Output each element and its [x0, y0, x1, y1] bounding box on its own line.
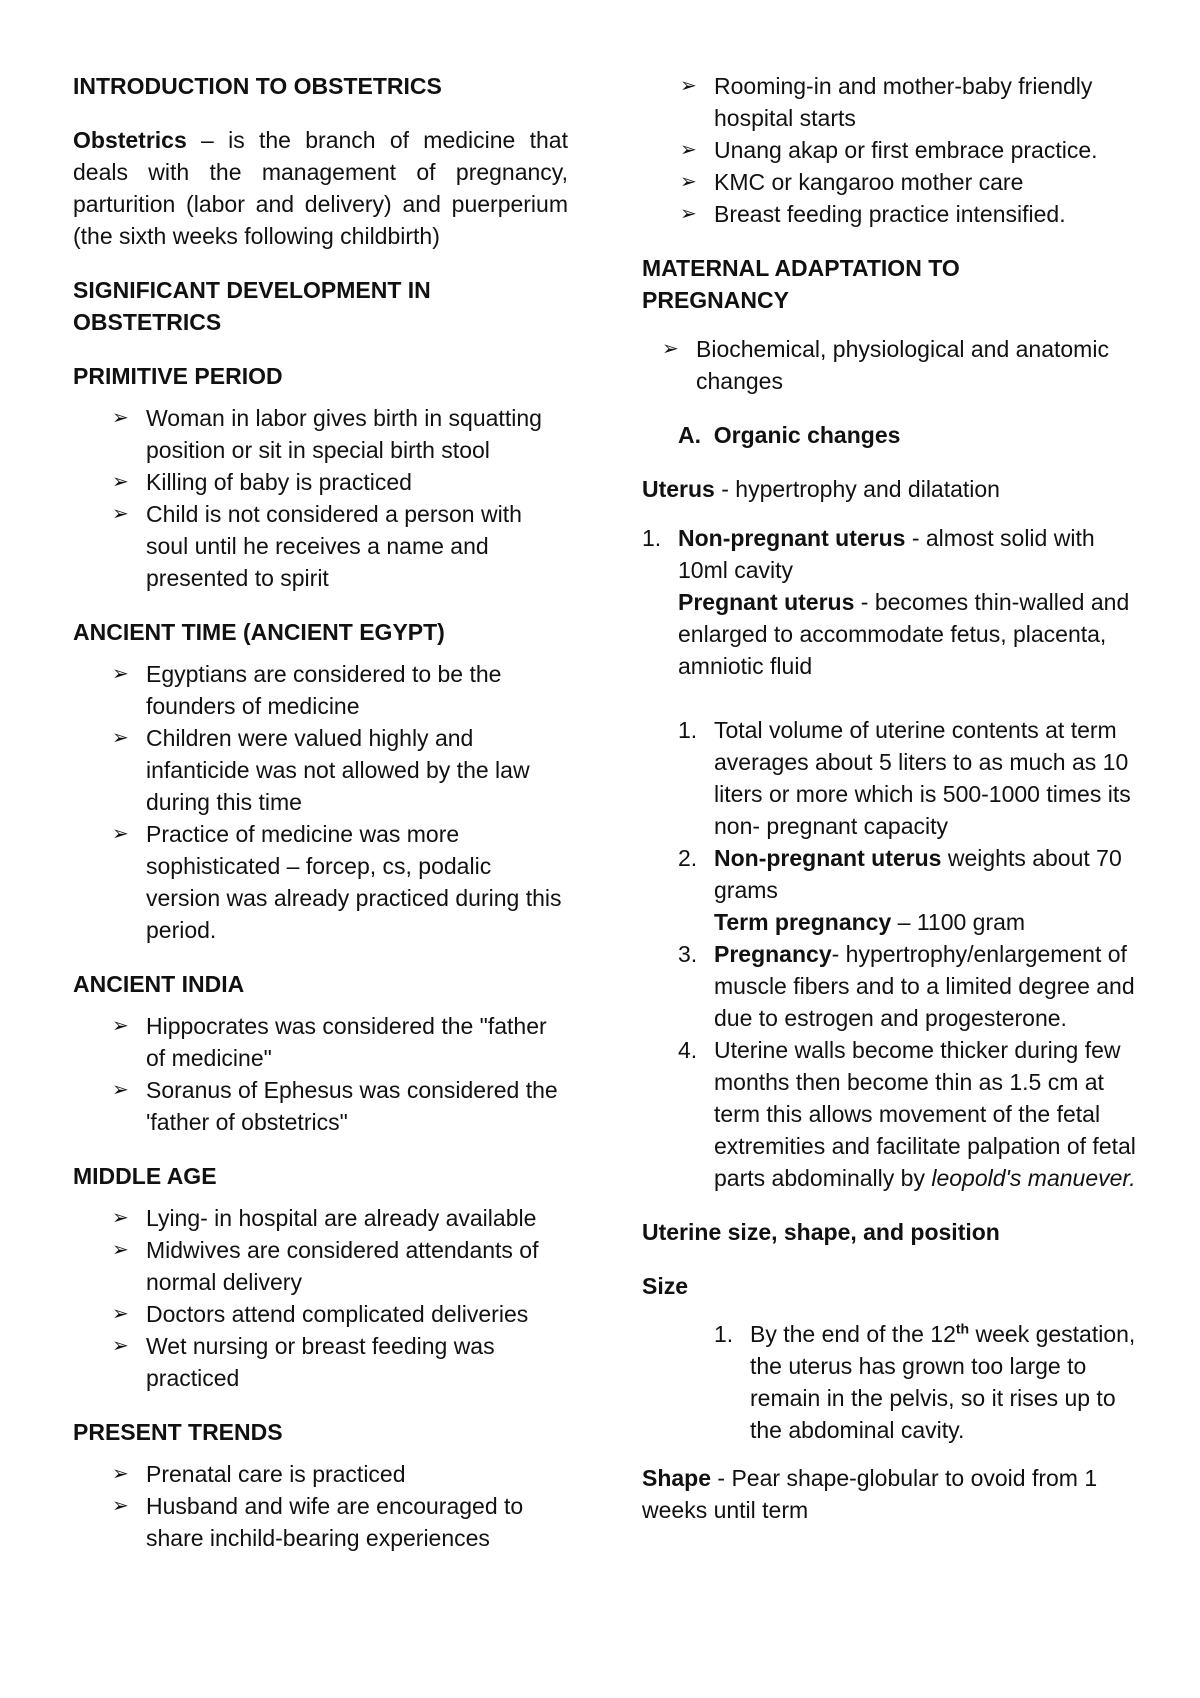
- uterus-text: - hypertrophy and dilatation: [714, 476, 1000, 502]
- list-item: [714, 1318, 1142, 1446]
- list-item: [112, 402, 568, 466]
- list-item-text: Total volume of uterine contents at term averages about 5 liters to as much as 10 liters or more which is 500-1000 times its non- pregnant capacity: [714, 717, 1131, 839]
- list-item-text: Midwives are considered attendants of normal delivery: [146, 1237, 539, 1295]
- arrow-bullet-icon: ➢: [112, 1495, 129, 1517]
- section-heading-ancient-egypt: ANCIENT TIME (ANCIENT EGYPT): [73, 619, 445, 645]
- list-item-text: Lying- in hospital are already available: [146, 1205, 537, 1231]
- heading-line-2: PREGNANCY: [642, 287, 789, 313]
- list-number: 2.: [678, 845, 698, 871]
- ancient-egypt-list: [73, 658, 568, 946]
- list-item-text: Prenatal care is practiced: [146, 1461, 406, 1487]
- primitive-list: [73, 402, 568, 594]
- list-item-text: Unang akap or first embrace practice.: [714, 137, 1098, 163]
- list-item: [678, 842, 1142, 938]
- non-pregnant-term: Non-pregnant uterus: [678, 525, 906, 551]
- list-item-text: Child is not considered a person with soul until he receives a name and presented to spirit: [146, 501, 522, 591]
- arrow-bullet-icon: ➢: [112, 1079, 129, 1101]
- organic-letter: A.: [678, 422, 701, 448]
- maternal-list: [642, 333, 1142, 397]
- list-item: [112, 818, 568, 946]
- list-item-text: By the end of the 12: [750, 1321, 956, 1347]
- list-item-text: Hippocrates was considered the "father of medicine": [146, 1013, 547, 1071]
- arrow-bullet-icon: ➢: [680, 203, 697, 225]
- list-item-text: Wet nursing or breast feeding was practiced: [146, 1333, 495, 1391]
- uterine-facts-list: [642, 714, 1142, 1194]
- list-item-italic: leopold's manuever.: [931, 1165, 1136, 1191]
- list-item-text: Children were valued highly and infanticide was not allowed by the law during this time: [146, 725, 530, 815]
- list-item: [112, 722, 568, 818]
- organic-heading-text: Organic changes: [713, 422, 901, 448]
- list-item-text: Practice of medicine was more sophisticated – forcep, cs, podalic version was already practiced during this period.: [146, 821, 562, 943]
- list-item-term: Non-pregnant uterus: [714, 845, 942, 871]
- list-item-term: Term pregnancy: [714, 909, 892, 935]
- uterus-term: Uterus: [642, 476, 715, 502]
- page-title: INTRODUCTION TO OBSTETRICS: [73, 73, 442, 99]
- arrow-bullet-icon: ➢: [662, 338, 679, 360]
- list-number: 3.: [678, 941, 698, 967]
- arrow-bullet-icon: ➢: [112, 1463, 129, 1485]
- non-pregnant-text: - almost solid with 10ml cavity: [678, 525, 1095, 583]
- shape-term: Shape: [642, 1465, 712, 1491]
- list-number: 4.: [678, 1037, 698, 1063]
- list-item: [680, 198, 1142, 230]
- maternal-adaptation-heading: [642, 252, 1142, 316]
- list-item-text: Woman in labor gives birth in squatting position or sit in special birth stool: [146, 405, 542, 463]
- size-heading: Size: [642, 1273, 689, 1299]
- heading-line-2: OBSTETRICS: [73, 309, 222, 335]
- section-heading-present-trends: PRESENT TRENDS: [73, 1419, 283, 1445]
- list-item-text: - hypertrophy/enlargement of muscle fibers and to a limited degree and due to estrogen and progesterone.: [714, 941, 1135, 1031]
- list-item: [112, 1074, 568, 1138]
- list-number: 1.: [714, 1321, 734, 1347]
- list-item: [112, 658, 568, 722]
- arrow-bullet-icon: ➢: [112, 727, 129, 749]
- list-item: [680, 134, 1142, 166]
- left-column: [73, 70, 568, 1554]
- list-item-text: Soranus of Ephesus was considered the 'father of obstetrics": [146, 1077, 558, 1135]
- list-item-text: Doctors attend complicated deliveries: [146, 1301, 529, 1327]
- present-trends-continued-list: [642, 70, 1142, 230]
- arrow-bullet-icon: ➢: [112, 471, 129, 493]
- list-item-text: – 1100 gram: [891, 909, 1026, 935]
- heading-line-1: SIGNIFICANT DEVELOPMENT IN: [73, 277, 431, 303]
- list-item: [642, 522, 1142, 682]
- pregnant-text: - becomes thin-walled and enlarged to accommodate fetus, placenta, amniotic fluid: [678, 589, 1130, 679]
- ordinal-suffix: th: [955, 1320, 970, 1337]
- arrow-bullet-icon: ➢: [112, 1015, 129, 1037]
- arrow-bullet-icon: ➢: [112, 1239, 129, 1261]
- heading-line-1: MATERNAL ADAPTATION TO: [642, 255, 960, 281]
- list-item-text: Killing of baby is practiced: [146, 469, 412, 495]
- right-column: [642, 70, 1142, 1526]
- list-number: 1.: [678, 717, 698, 743]
- list-item-text: Breast feeding practice intensified.: [714, 201, 1066, 227]
- list-item-text: Husband and wife are encouraged to share inchild-bearing experiences: [146, 1493, 524, 1551]
- list-number: 1.: [642, 525, 662, 551]
- list-item-text: KMC or kangaroo mother care: [714, 169, 1024, 195]
- present-trends-list: [73, 1458, 568, 1554]
- list-item-text: Rooming-in and mother-baby friendly hospital starts: [714, 73, 1093, 131]
- significant-development-heading: [73, 274, 568, 338]
- arrow-bullet-icon: ➢: [680, 75, 697, 97]
- list-item: [680, 166, 1142, 198]
- list-item-text: week gestation, the uterus has grown too large to remain in the pelvis, so it rises up to the abdominal cavity.: [750, 1321, 1136, 1443]
- arrow-bullet-icon: ➢: [112, 407, 129, 429]
- list-item: [662, 333, 1142, 397]
- list-item-text: Egyptians are considered to be the founders of medicine: [146, 661, 502, 719]
- arrow-bullet-icon: ➢: [112, 663, 129, 685]
- list-item: [678, 714, 1142, 842]
- uterus-paragraph: [642, 473, 1142, 505]
- list-item: [112, 1490, 568, 1554]
- section-heading-primitive: PRIMITIVE PERIOD: [73, 363, 283, 389]
- list-item: [112, 466, 568, 498]
- list-item: [112, 1298, 568, 1330]
- arrow-bullet-icon: ➢: [112, 1303, 129, 1325]
- arrow-bullet-icon: ➢: [112, 823, 129, 845]
- arrow-bullet-icon: ➢: [112, 1207, 129, 1229]
- list-item-text: weights about 70 grams: [714, 845, 1122, 903]
- list-item: [112, 1010, 568, 1074]
- list-item: [678, 1034, 1142, 1194]
- list-item-term: Pregnancy: [714, 941, 832, 967]
- size-list: [642, 1318, 1142, 1446]
- list-item: [112, 1330, 568, 1394]
- list-item: [112, 498, 568, 594]
- list-item: [680, 70, 1142, 134]
- arrow-bullet-icon: ➢: [112, 503, 129, 525]
- middle-age-list: [73, 1202, 568, 1394]
- uterine-size-shape-heading: Uterine size, shape, and position: [642, 1219, 1000, 1245]
- section-heading-ancient-india: ANCIENT INDIA: [73, 971, 245, 997]
- uterus-numbered-list: [642, 522, 1142, 682]
- shape-text: - Pear shape-globular to ovoid from 1 weeks until term: [642, 1465, 1098, 1523]
- definition-text: – is the branch of medicine that deals with the management of pregnancy, parturition (labor and delivery) and puerperium (the sixth weeks following childbirth): [73, 127, 568, 249]
- shape-paragraph: [642, 1462, 1142, 1526]
- pregnant-term: Pregnant uterus: [678, 589, 855, 615]
- list-item: [112, 1234, 568, 1298]
- section-heading-middle-age: MIDDLE AGE: [73, 1163, 217, 1189]
- list-item: [678, 938, 1142, 1034]
- ancient-india-list: [73, 1010, 568, 1138]
- arrow-bullet-icon: ➢: [680, 139, 697, 161]
- definition-term: Obstetrics: [73, 127, 187, 153]
- arrow-bullet-icon: ➢: [680, 171, 697, 193]
- definition-paragraph: [73, 124, 568, 252]
- list-item-text: Biochemical, physiological and anatomic changes: [696, 336, 1109, 394]
- organic-changes-heading: [642, 419, 1142, 451]
- list-item: [112, 1458, 568, 1490]
- list-item: [112, 1202, 568, 1234]
- list-item-text: Uterine walls become thicker during few months then become thin as 1.5 cm at term this allows movement of the fetal extremities and facilitate palpation of fetal parts abdominally by: [714, 1037, 1136, 1191]
- arrow-bullet-icon: ➢: [112, 1335, 129, 1357]
